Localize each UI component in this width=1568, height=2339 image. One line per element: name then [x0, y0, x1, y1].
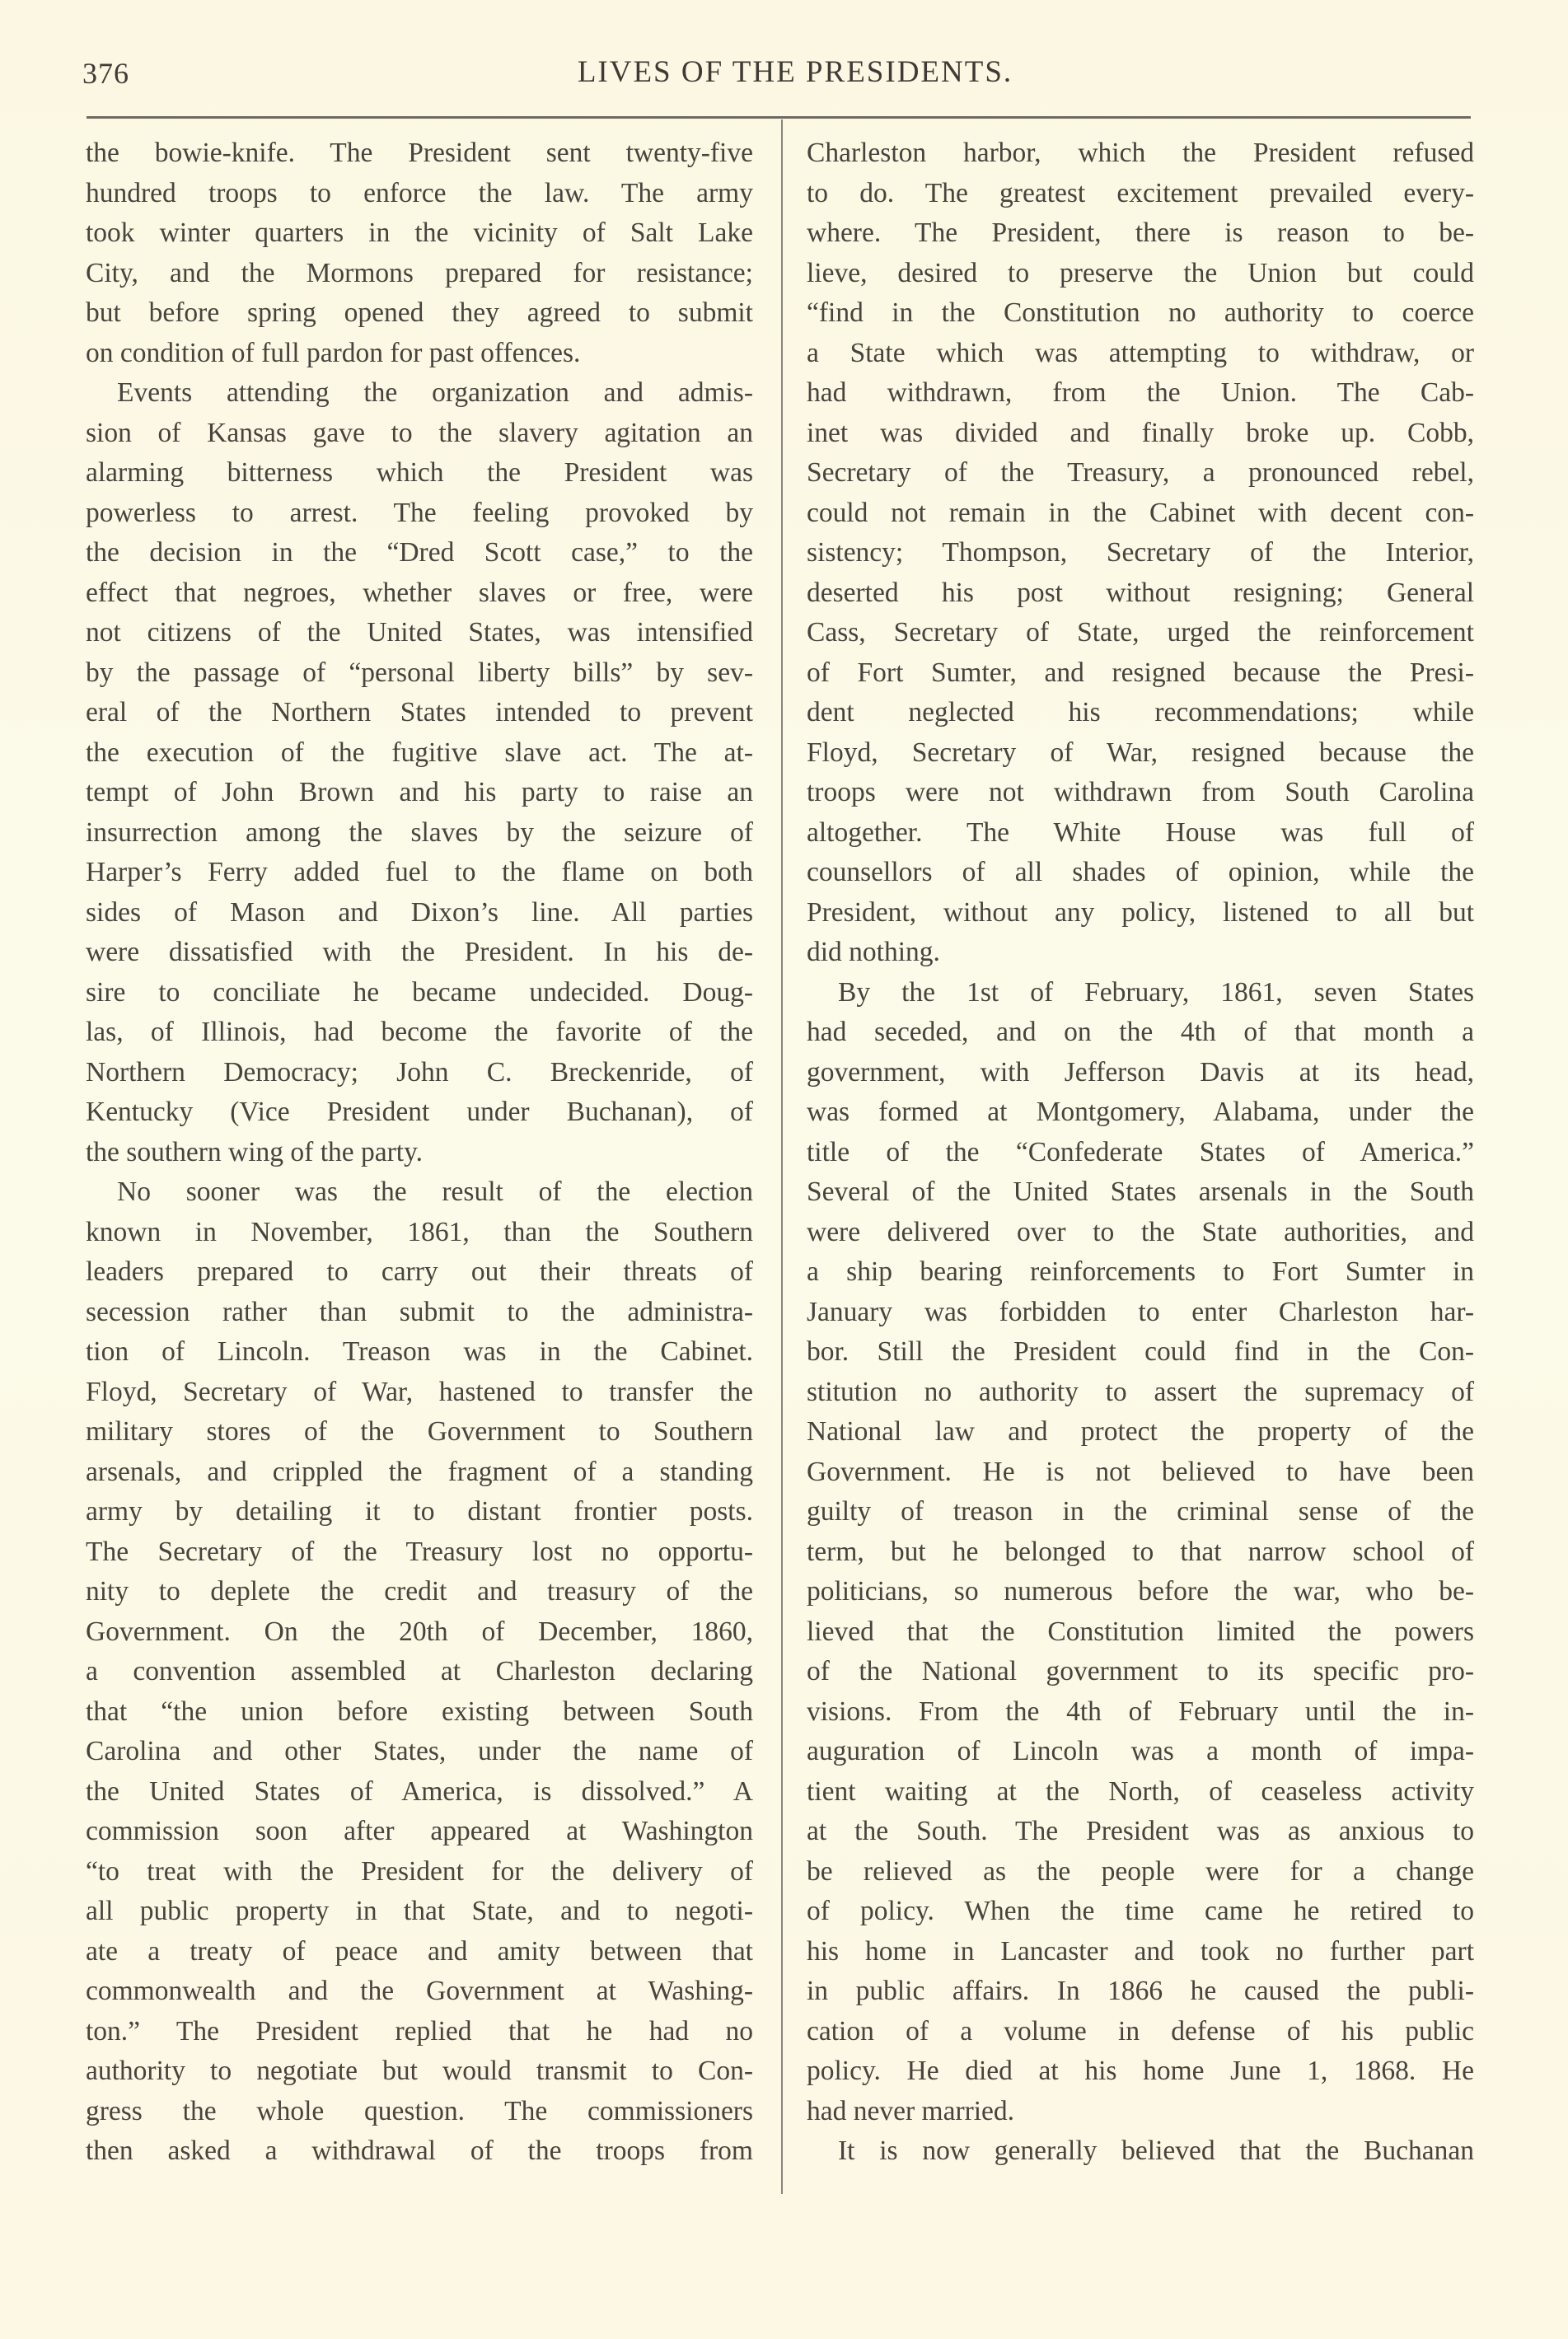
running-title: LIVES OF THE PRESIDENTS. [577, 55, 1013, 89]
text-line: lieve, desired to preserve the Union but could [807, 257, 1474, 288]
text-line: government, with Jefferson Davis at its head, [807, 1056, 1474, 1088]
text-line: lieved that the Constitution limited the powers [807, 1616, 1474, 1647]
text-line: powerless to arrest. The feeling provoked by [86, 497, 753, 528]
text-line: altogether. The White House was full of [807, 816, 1474, 848]
text-line: “find in the Constitution no authority to coerce [807, 297, 1474, 328]
text-line: Northern Democracy; John C. Breckenride, of [86, 1056, 753, 1088]
header-rule [87, 116, 1471, 119]
text-line: not citizens of the United States, was intensified [86, 617, 753, 648]
text-line: sire to conciliate he became undecided. Doug- [86, 976, 753, 1008]
text-line: hundred troops to enforce the law. The army [86, 177, 753, 208]
text-line: nity to deplete the credit and treasury of the [86, 1576, 753, 1607]
text-line: were dissatisfied with the President. In his de- [86, 937, 753, 967]
text-line: took winter quarters in the vicinity of Salt Lake [86, 218, 753, 248]
text-line: cation of a volume in defense of his public [807, 2015, 1474, 2047]
text-line: a State which was attempting to withdraw, or [807, 337, 1474, 368]
text-line: sion of Kansas gave to the slavery agitation an [86, 417, 753, 448]
text-line: to do. The greatest excitement prevailed every- [807, 177, 1474, 208]
text-line: had never married. [807, 2095, 1015, 2126]
text-line: army by detailing it to distant frontier posts. [86, 1496, 753, 1527]
text-line: where. The President, there is reason to be- [807, 218, 1474, 248]
right-column [807, 133, 1474, 2172]
page-number: 376 [82, 57, 129, 90]
text-line: visions. From the 4th of February until the in- [807, 1696, 1474, 1727]
running-head [82, 51, 1475, 101]
text-line: The Secretary of the Treasury lost no opportu- [86, 1536, 753, 1567]
text-line: a convention assembled at Charleston declaring [86, 1656, 753, 1686]
text-line: Floyd, Secretary of War, resigned because the [807, 737, 1474, 768]
text-line: Government. He is not believed to have been [807, 1456, 1474, 1487]
text-line: Cass, Secretary of State, urged the reinforcement [807, 617, 1474, 648]
text-line: Events attending the organization and admis- [117, 377, 753, 408]
text-line: that “the union before existing between South [86, 1696, 753, 1727]
text-line: Carolina and other States, under the name of [86, 1736, 753, 1766]
text-line: deserted his post without resigning; General [807, 577, 1474, 608]
text-line: counsellors of all shades of opinion, while the [807, 857, 1474, 887]
text-line: Kentucky (Vice President under Buchanan), of [86, 1097, 753, 1127]
text-line: arsenals, and crippled the fragment of a standing [86, 1456, 753, 1487]
text-line: City, and the Mormons prepared for resistance; [86, 257, 753, 288]
text-line: dent neglected his recommendations; while [807, 697, 1474, 727]
text-line: January was forbidden to enter Charleston har- [807, 1296, 1474, 1327]
text-line: the southern wing of the party. [86, 1136, 424, 1167]
text-line: the bowie-knife. The President sent twenty-five [86, 138, 753, 168]
text-line: all public property in that State, and to negoti- [86, 1896, 753, 1926]
left-column [86, 133, 753, 2172]
text-line: alarming bitterness which the President was [86, 457, 753, 488]
text-line: insurrection among the slaves by the seizure of [86, 816, 753, 848]
text-line: eral of the Northern States intended to prevent [86, 697, 753, 727]
text-line: effect that negroes, whether slaves or free, were [86, 577, 753, 608]
text-line: the decision in the “Dred Scott case,” to the [86, 537, 753, 568]
text-line: had seceded, and on the 4th of that month a [807, 1017, 1474, 1047]
column-divider [781, 119, 783, 2194]
text-line: authority to negotiate but would transmit to Con- [86, 2056, 753, 2086]
text-line: the United States of America, is dissolved.” A [86, 1775, 753, 1807]
text-line: stitution no authority to assert the supremacy of [807, 1376, 1474, 1407]
text-line: was formed at Montgomery, Alabama, under the [807, 1097, 1474, 1127]
text-line: a ship bearing reinforcements to Fort Sumter in [807, 1256, 1474, 1287]
text-line: commonwealth and the Government at Washing- [86, 1976, 753, 2006]
text-line: military stores of the Government to Southern [86, 1416, 753, 1447]
text-line: in public affairs. In 1866 he caused the publi- [807, 1976, 1474, 2006]
text-line: gress the whole question. The commissioners [86, 2095, 753, 2126]
text-line: “to treat with the President for the delivery of [86, 1855, 753, 1887]
text-line: did nothing. [807, 937, 940, 967]
text-line: at the South. The President was as anxious to [807, 1816, 1474, 1846]
text-line: tempt of John Brown and his party to raise an [86, 777, 753, 807]
text-line: sistency; Thompson, Secretary of the Interior, [807, 537, 1474, 568]
text-line: tient waiting at the North, of ceaseless activity [807, 1775, 1474, 1807]
text-line: Charleston harbor, which the President refused [807, 138, 1474, 168]
text-line: policy. He died at his home June 1, 1868. He [807, 2056, 1474, 2086]
text-line: his home in Lancaster and took no further part [807, 1935, 1474, 1967]
text-line: by the passage of “personal liberty bills” by sev- [86, 657, 753, 688]
text-line: tion of Lincoln. Treason was in the Cabinet. [86, 1336, 753, 1367]
text-line: National law and protect the property of the [807, 1416, 1474, 1447]
text-line: commission soon after appeared at Washington [86, 1816, 753, 1846]
text-line: term, but he belonged to that narrow school of [807, 1536, 1474, 1567]
text-line: ton.” The President replied that he had no [86, 2015, 753, 2047]
text-line: had withdrawn, from the Union. The Cab- [807, 377, 1474, 408]
text-line: By the 1st of February, 1861, seven States [838, 976, 1474, 1008]
text-line: were delivered over to the State authorities, and [807, 1216, 1474, 1247]
text-line: guilty of treason in the criminal sense of the [807, 1496, 1474, 1527]
text-line: could not remain in the Cabinet with decent con- [807, 497, 1474, 528]
text-line: title of the “Confederate States of America.” [807, 1136, 1474, 1167]
text-line: secession rather than submit to the administra- [86, 1296, 753, 1327]
text-line: No sooner was the result of the election [117, 1177, 753, 1207]
text-line: Several of the United States arsenals in the South [807, 1177, 1474, 1207]
text-line: las, of Illinois, had become the favorite of the [86, 1017, 753, 1047]
text-line: ate a treaty of peace and amity between that [86, 1935, 753, 1967]
text-line: politicians, so numerous before the war, who be- [807, 1576, 1474, 1607]
text-line: known in November, 1861, than the Southern [86, 1216, 753, 1247]
text-line: of policy. When the time came he retired to [807, 1896, 1474, 1926]
text-line: of the National government to its specific pro- [807, 1656, 1474, 1686]
text-line: sides of Mason and Dixon’s line. All parties [86, 896, 753, 928]
text-line: troops were not withdrawn from South Carolina [807, 777, 1474, 807]
text-line: Government. On the 20th of December, 1860, [86, 1616, 753, 1647]
text-line: the execution of the fugitive slave act. The at- [86, 737, 753, 768]
text-line: Harper’s Ferry added fuel to the flame on both [86, 857, 753, 887]
text-line: on condition of full pardon for past offences. [86, 337, 581, 368]
text-line: be relieved as the people were for a change [807, 1855, 1474, 1887]
text-line: President, without any policy, listened to all but [807, 896, 1474, 928]
text-line: of Fort Sumter, and resigned because the Presi- [807, 657, 1474, 688]
text-line: auguration of Lincoln was a month of impa- [807, 1736, 1474, 1766]
text-line: Floyd, Secretary of War, hastened to transfer the [86, 1376, 753, 1407]
text-line: inet was divided and finally broke up. Cobb, [807, 417, 1474, 448]
text-line: but before spring opened they agreed to submit [86, 297, 753, 328]
text-line: Secretary of the Treasury, a pronounced rebel, [807, 457, 1474, 488]
text-line: bor. Still the President could find in the Con- [807, 1336, 1474, 1367]
text-line: leaders prepared to carry out their threats of [86, 1256, 753, 1287]
text-line: then asked a withdrawal of the troops from [86, 2136, 753, 2166]
text-line: It is now generally believed that the Buchanan [838, 2136, 1474, 2166]
